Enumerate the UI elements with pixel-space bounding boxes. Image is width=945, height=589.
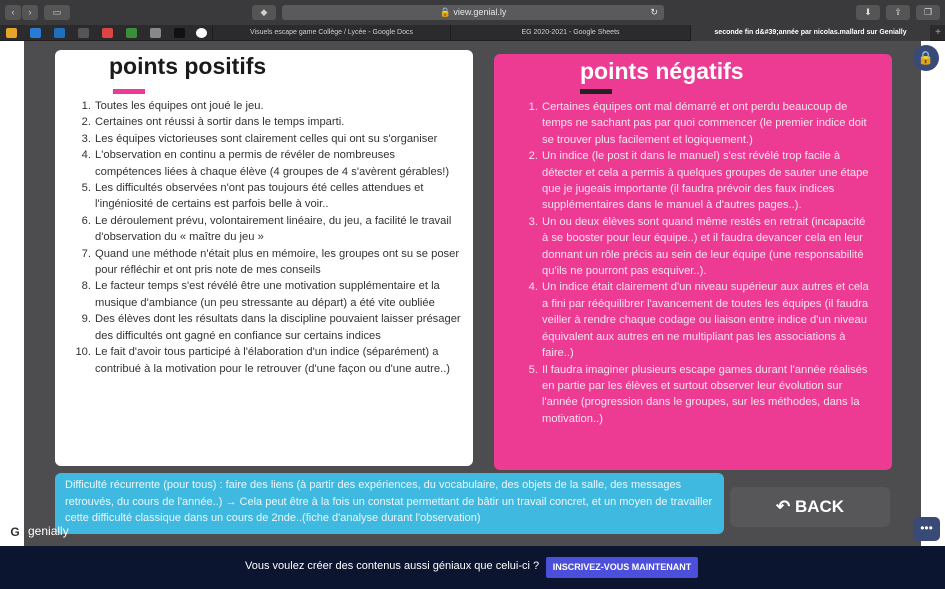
list-item-text: L'observation en continu a permis de révéler de nombreuses compétences liées à chaque élève (4 groupes de 4 s'avèrent gérables!) bbox=[95, 149, 450, 178]
list-item bbox=[73, 147, 461, 180]
list-item bbox=[520, 279, 872, 361]
list-item-number: 2. bbox=[528, 150, 538, 163]
list-item-text: Un indice était clairement d'un niveau supérieur aux autres et cela a fini par rééquilibrer l'avancement de toutes les équipes (il faudra veiller à rendre chaque codage ou liaison entre indice d'un niveau équivalent aux autres en ne multipliant pas les associations à faire..) bbox=[542, 281, 869, 360]
list-item-text: Toutes les équipes ont joué le jeu. bbox=[95, 100, 264, 112]
list-item-text: Les difficultés observées n'ont pas toujours été celles attendues et l'ingéniosité de certains est parfois belle à voir.. bbox=[95, 182, 424, 211]
favorite-icon[interactable] bbox=[174, 28, 185, 38]
negative-points-card bbox=[494, 54, 892, 470]
list-item-number: 2. bbox=[81, 116, 91, 129]
list-item-number: 5. bbox=[81, 182, 91, 195]
genially-mark-icon: G bbox=[6, 523, 24, 541]
back-arrow-icon: ↶ bbox=[775, 497, 791, 516]
list-item-number: 1. bbox=[81, 100, 91, 112]
back-button[interactable] bbox=[730, 487, 890, 527]
favorite-icon[interactable] bbox=[6, 28, 17, 38]
drive-icon[interactable] bbox=[126, 28, 137, 38]
list-item-number: 8. bbox=[81, 280, 91, 293]
shield-icon[interactable]: ◆ bbox=[252, 5, 276, 20]
list-item-text: Des élèves dont les résultats dans la discipline pouvaient laisser présager des difficultés ont gagné en confiance sur certains indices bbox=[95, 313, 461, 342]
list-item bbox=[520, 214, 872, 280]
title-underline bbox=[580, 89, 612, 94]
list-item-text: Il faudra imaginer plusieurs escape games durant l'année réalisés en partie par les élèves et surtout observer leur évolution sur l'année (progression dans le groupes, sur les méthodes, dans la motivation..) bbox=[542, 363, 868, 425]
new-tab-button[interactable]: + bbox=[935, 27, 941, 38]
list-item-number: 3. bbox=[528, 215, 538, 228]
list-item bbox=[520, 362, 872, 428]
forward-icon[interactable]: › bbox=[22, 5, 38, 20]
list-item bbox=[73, 213, 461, 246]
tab-genially[interactable]: seconde fin d&#39;année par nicolas.mallard sur Genially bbox=[690, 25, 930, 41]
list-item-text: Le fait d'avoir tous participé à l'élaboration d'un indice (séparément) a contribué à la motivation pour le retrouver (d'une façon ou d'une autre..) bbox=[95, 346, 451, 375]
list-item-number: 9. bbox=[81, 313, 91, 326]
download-icon[interactable]: ⬇ bbox=[856, 5, 880, 20]
page-content bbox=[0, 41, 945, 546]
url-text: view.genial.ly bbox=[453, 7, 507, 17]
genially-logo[interactable] bbox=[6, 520, 69, 542]
lock-icon[interactable]: 🔒 bbox=[913, 45, 939, 71]
negative-points-title: points négatifs bbox=[580, 58, 744, 84]
list-item-number: 6. bbox=[81, 214, 91, 227]
list-item-text: Le facteur temps s'est révélé être une motivation supplémentaire et la musique d'ambiance (un peu stressante au départ) a été vite oubliée bbox=[95, 280, 440, 309]
tabs-overview-icon[interactable]: ❐ bbox=[916, 5, 940, 20]
list-item bbox=[73, 311, 461, 344]
list-item bbox=[73, 246, 461, 279]
lock-icon: 🔒 bbox=[439, 7, 451, 17]
list-item-number: 4. bbox=[528, 281, 538, 294]
more-options-button[interactable]: ••• bbox=[913, 517, 940, 541]
list-item-number: 3. bbox=[81, 132, 91, 145]
signup-button[interactable]: INSCRIVEZ-VOUS MAINTENANT bbox=[546, 557, 698, 578]
reload-icon[interactable]: ↻ bbox=[650, 7, 658, 17]
mail-icon[interactable] bbox=[102, 28, 113, 38]
favorite-icon[interactable] bbox=[54, 28, 65, 38]
google-icon[interactable] bbox=[196, 28, 207, 38]
tab-docs[interactable]: Visuels escape game Collège / Lycée - Google Docs bbox=[212, 25, 450, 41]
slide bbox=[24, 41, 921, 546]
list-item bbox=[73, 344, 461, 377]
list-item-text: Les équipes victorieuses sont clairement celles qui ont su s'organiser bbox=[95, 132, 438, 145]
list-item-text: Quand une méthode n'était plus en mémoire, les groupes ont su se poser pour réfléchir et ont pris note de mes conseils bbox=[95, 247, 460, 277]
title-underline bbox=[113, 89, 145, 94]
list-item-number: 1. bbox=[528, 101, 538, 113]
recurring-difficulty-note: Difficulté récurrente (pour tous) : faire des liens (à partir des expériences, du vocabulaire, des objets de la salle, des messages retrouvés, du cours de l'année..) → Cela peut être à la fois un constat permettant de bâtir un travail concret, et un moyen de travailler cette difficulté classique dans un cours de 2nde..(fiche d'analyse durant l'observation) bbox=[55, 473, 724, 534]
list-item bbox=[520, 99, 872, 148]
share-icon[interactable]: ⇪ bbox=[886, 5, 910, 20]
list-item-number: 4. bbox=[81, 149, 91, 162]
signup-banner bbox=[0, 546, 945, 589]
list-item-number: 7. bbox=[81, 247, 91, 260]
list-item-text: Un indice (le post it dans le manuel) s'est révélé trop facile à détecter et cela a permis à quelques groupes de sauter une étape que je jugeais importante (il faudra prévoir des faux indices supplémentaires dans le manuel à d'autres pages..). bbox=[542, 150, 869, 212]
list-item-text: Un ou deux élèves sont quand même restés en retrait (incapacité à se booster pour leur équipe..) et il faudra devancer cela en leur donnant un rôle précis au sein de leur équipe (une responsabilité qu'ils ne pourront pas esquiver..). bbox=[542, 215, 866, 278]
list-item bbox=[73, 180, 461, 213]
list-item-text: Certaines ont réussi à sortir dans le temps imparti. bbox=[95, 116, 345, 129]
list-item bbox=[520, 148, 872, 214]
back-icon[interactable]: ‹ bbox=[5, 5, 21, 20]
positive-points-list bbox=[73, 98, 461, 377]
back-button-label: BACK bbox=[794, 497, 845, 516]
favorite-icon[interactable] bbox=[30, 28, 41, 38]
tab-sheets[interactable]: EG 2020-2021 - Google Sheets bbox=[450, 25, 690, 41]
favorite-icon[interactable] bbox=[78, 28, 89, 38]
address-bar[interactable] bbox=[282, 5, 664, 20]
negative-points-list bbox=[520, 99, 872, 427]
list-item-number: 10. bbox=[75, 346, 91, 359]
list-item-text: Le déroulement prévu, volontairement linéaire, du jeu, a facilité le travail d'observation du « maître du jeu » bbox=[95, 214, 452, 244]
positive-points-title: points positifs bbox=[109, 53, 267, 79]
sidebar-icon[interactable]: ▭ bbox=[44, 5, 70, 20]
genially-brand: genially bbox=[28, 524, 69, 538]
favorite-icon[interactable] bbox=[150, 28, 161, 38]
positive-points-card bbox=[55, 50, 473, 466]
list-item-text: Certaines équipes ont mal démarré et ont perdu beaucoup de temps ne sachant pas par quoi commencer (le premier indice doit se trouver plus facilement et logiquement.) bbox=[542, 101, 867, 146]
banner-text: Vous voulez créer des contenus aussi géniaux que celui-ci ? bbox=[245, 560, 540, 572]
list-item bbox=[73, 278, 461, 311]
list-item-number: 5. bbox=[528, 363, 538, 376]
tab-bar bbox=[0, 25, 945, 41]
browser-toolbar bbox=[0, 0, 945, 25]
list-item bbox=[73, 98, 461, 114]
list-item bbox=[73, 114, 461, 130]
list-item bbox=[73, 131, 461, 147]
